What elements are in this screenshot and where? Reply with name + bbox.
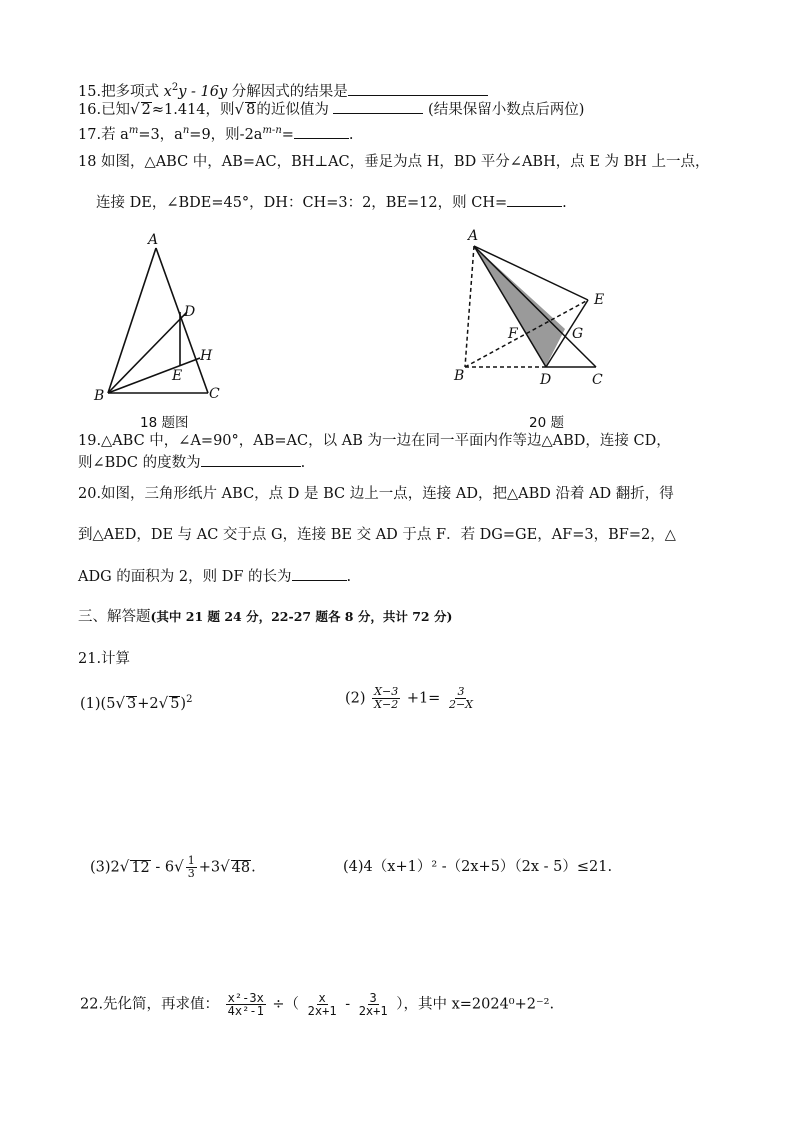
label-e: E xyxy=(172,368,183,384)
question-18-line1: 18 如图，△ABC 中，AB=AC，BH⊥AC，垂足为点 H，BD 平分∠ABH，点 E 为 BH 上一点， xyxy=(78,154,710,170)
label-b: B xyxy=(454,368,465,384)
answer-blank[interactable] xyxy=(348,81,488,96)
line-ab xyxy=(108,248,156,393)
label-c: C xyxy=(209,386,220,402)
question-21-part3: (3)2√ 12 - 6√ $\frac{1}{3}$ +3√ 48. xyxy=(90,854,256,880)
question-21-title: 21.计算 xyxy=(78,651,131,667)
label-c: C xyxy=(592,372,603,388)
label-h: H xyxy=(200,348,213,364)
answer-blank[interactable] xyxy=(507,192,562,207)
question-21-part2: (2) $\frac{X-3}{X-2}$ +1= $\frac{3}{2-X}$ xyxy=(345,685,473,711)
figure-18 xyxy=(88,228,248,408)
line-ab-dashed xyxy=(465,246,474,367)
answer-blank[interactable] xyxy=(333,99,423,114)
label-b: B xyxy=(94,388,105,404)
question-17: 17.若 $a^m=3$，$a^n=9$，则$-2a^{m-n}=$ . xyxy=(78,125,354,143)
question-21-part4: (4)4（x+1）² -（2x+5）（2x - 5）≤21. xyxy=(343,859,613,875)
label-g: G xyxy=(572,326,584,342)
question-22: 22.先化简，再求值： $\frac{\text{x²-3x}}{\text{4x²-1}}$ ÷（ $\frac{x}{2x+1}$ - $\frac{3}{2x+1}$ ），其中 x=2024⁰+2⁻². xyxy=(80,991,555,1018)
question-20-line1: 20.如图，三角形纸片 ABC，点 D 是 BC 边上一点，连接 AD，把△ABD 沿着 AD 翻折，得 xyxy=(78,486,674,502)
figure-20 xyxy=(448,222,628,392)
label-d: D xyxy=(184,304,196,320)
label-d: D xyxy=(540,372,552,388)
answer-blank[interactable] xyxy=(201,452,301,467)
label-a: A xyxy=(468,228,479,244)
section-3-heading: 三、解答题(其中 21 题 24 分，22-27 题各 8 分，共计 72 分) xyxy=(78,609,453,625)
answer-blank[interactable] xyxy=(294,124,349,139)
question-21-part1: (1)(5√ 3+2√ 5)$^2$ xyxy=(80,693,193,712)
line-bh xyxy=(108,358,200,393)
question-19-line2: 则∠BDC 的度数为 . xyxy=(78,452,305,473)
label-f: F xyxy=(508,326,518,342)
answer-blank[interactable] xyxy=(292,566,347,581)
question-15: 15.把多项式 $x^2y - 16y$ 分解因式的结果是 xyxy=(78,78,488,102)
figure-18-caption: 18 题图 xyxy=(140,415,189,431)
label-e: E xyxy=(594,292,605,308)
shaded-triangle-adg xyxy=(474,246,565,366)
question-18-line2: 连接 DE，∠BDE=45°，DH：CH=3：2，BE=12，则 CH= . xyxy=(96,192,567,213)
question-16: 16.已知√ 2≈1.414，则√ 8的近似值为 (结果保留小数点后两位) xyxy=(78,100,585,118)
question-20-line3: ADG 的面积为 2，则 DF 的长为 . xyxy=(78,566,351,587)
label-a: A xyxy=(148,232,159,248)
question-20-line2: 到△AED，DE 与 AC 交于点 G，连接 BE 交 AD 于点 F．若 DG=GE，AF=3，BF=2，△ xyxy=(78,527,676,543)
figure-20-caption: 20 题 xyxy=(529,415,564,431)
question-19-line1: 19.△ABC 中，∠A=90°，AB=AC，以 AB 为一边在同一平面内作等边△ABD，连接 CD， xyxy=(78,433,671,449)
